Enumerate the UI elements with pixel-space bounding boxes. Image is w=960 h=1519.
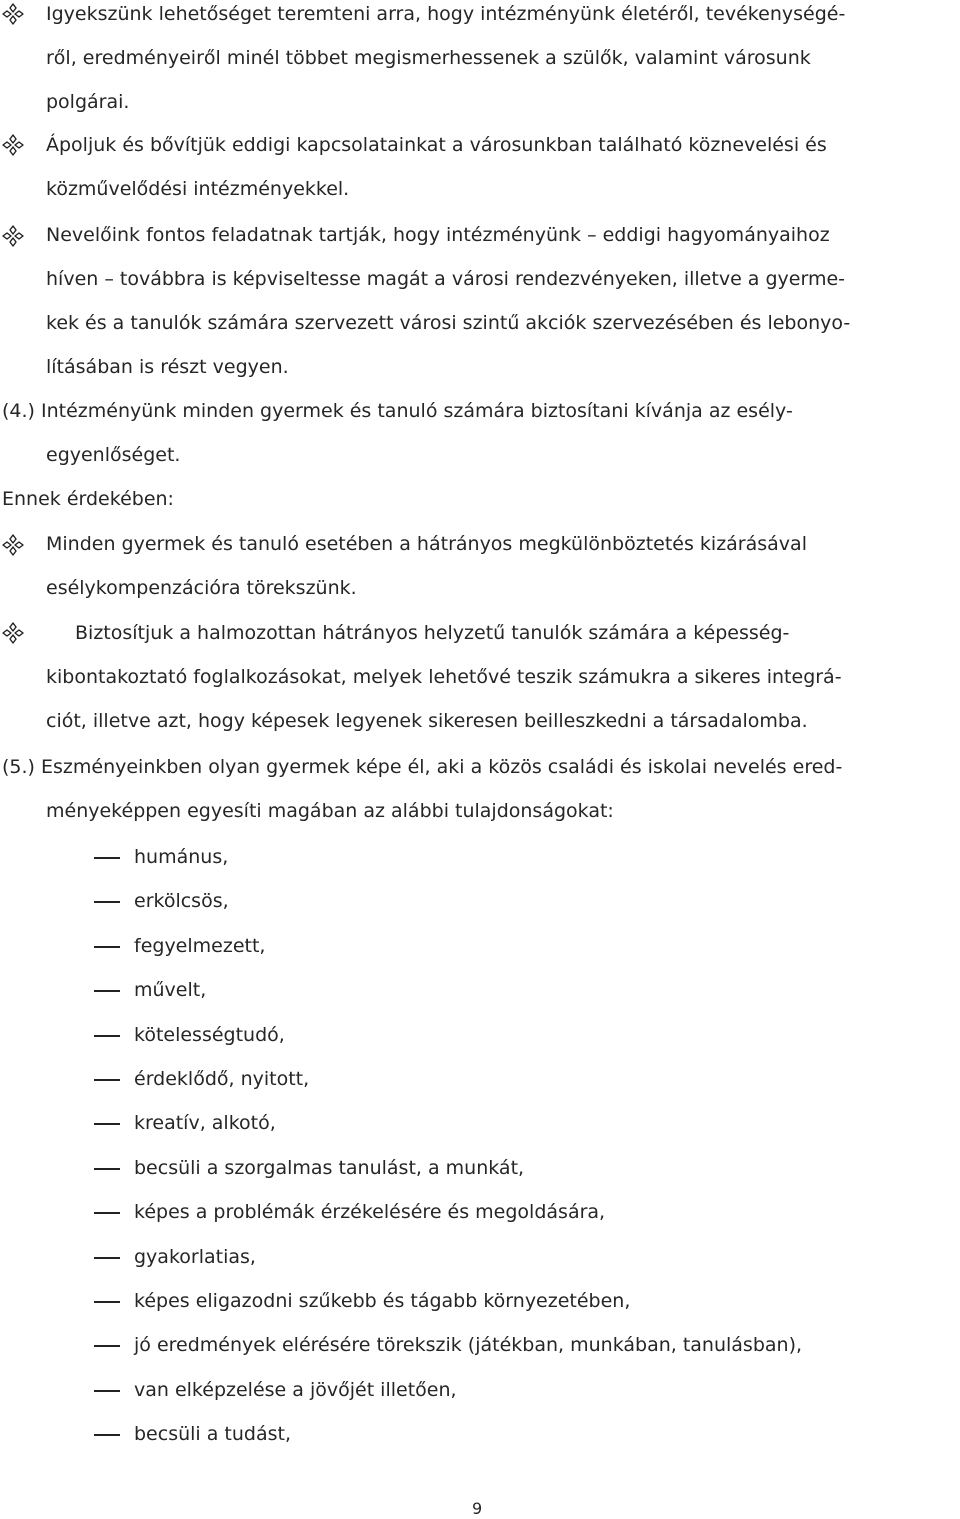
list-item: művelt, <box>134 979 207 1001</box>
paragraph-line: Ápoljuk és bővítjük eddigi kapcsolatainkat a városunkban található köznevelési és <box>46 134 827 156</box>
four-diamond-star-icon <box>2 3 24 25</box>
list-dash <box>94 1123 120 1125</box>
list-item: képes a problémák érzékelésére és megoldására, <box>134 1201 606 1223</box>
list-dash <box>94 946 120 948</box>
four-diamond-star-icon <box>2 134 24 156</box>
paragraph-line: ciót, illetve azt, hogy képesek legyenek sikeresen beilleszkedni a társadalomba. <box>46 710 808 732</box>
list-dash <box>94 857 120 859</box>
list-dash <box>94 1035 120 1037</box>
paragraph-line: Igyekszünk lehetőséget teremteni arra, hogy intézményünk életéről, tevékenységé- <box>46 3 846 25</box>
section-4-line: egyenlőséget. <box>46 444 181 466</box>
ennek-heading: Ennek érdekében: <box>2 488 174 510</box>
list-dash <box>94 1390 120 1392</box>
list-item: erkölcsös, <box>134 890 229 912</box>
list-dash <box>94 1301 120 1303</box>
list-item: jó eredmények elérésére törekszik (játékban, munkában, tanulásban), <box>134 1334 803 1356</box>
paragraph-line: Nevelőink fontos feladatnak tartják, hogy intézményünk – eddigi hagyományaihoz <box>46 224 830 246</box>
list-dash <box>94 990 120 992</box>
paragraph-line: kibontakoztató foglalkozásokat, melyek lehetővé teszik számukra a sikeres integrá- <box>46 666 842 688</box>
list-item: becsüli a tudást, <box>134 1423 292 1445</box>
list-item: humánus, <box>134 846 229 868</box>
list-dash <box>94 1434 120 1436</box>
list-item: fegyelmezett, <box>134 935 266 957</box>
list-dash <box>94 1212 120 1214</box>
paragraph-line: híven – továbbra is képviseltesse magát a városi rendezvényeken, illetve a gyerme- <box>46 268 846 290</box>
section-4-line: (4.) Intézményünk minden gyermek és tanuló számára biztosítani kívánja az esély- <box>2 400 793 422</box>
section-5-line: ményeképpen egyesíti magában az alábbi tulajdonságokat: <box>46 800 614 822</box>
paragraph-line: lításában is részt vegyen. <box>46 356 289 378</box>
paragraph-line: kek és a tanulók számára szervezett városi szintű akciók szervezésében és lebonyo- <box>46 312 851 334</box>
list-dash <box>94 1168 120 1170</box>
list-item: képes eligazodni szűkebb és tágabb környezetében, <box>134 1290 631 1312</box>
section-5-line: (5.) Eszményeinkben olyan gyermek képe él, aki a közös családi és iskolai nevelés ered- <box>2 756 843 778</box>
paragraph-line: ről, eredményeiről minél többet megismerhessenek a szülők, valamint városunk <box>46 47 811 69</box>
list-dash <box>94 1257 120 1259</box>
list-dash <box>94 1345 120 1347</box>
list-item: gyakorlatias, <box>134 1246 256 1268</box>
paragraph-line: polgárai. <box>46 91 130 113</box>
paragraph-line: Biztosítjuk a halmozottan hátrányos helyzetű tanulók számára a képesség- <box>75 622 790 644</box>
list-item: van elképzelése a jövőjét illetően, <box>134 1379 457 1401</box>
list-item: kötelességtudó, <box>134 1024 285 1046</box>
paragraph-line: Minden gyermek és tanuló esetében a hátrányos megkülönböztetés kizárásával <box>46 533 807 555</box>
list-dash <box>94 901 120 903</box>
list-item: kreatív, alkotó, <box>134 1112 276 1134</box>
four-diamond-star-icon <box>2 225 24 247</box>
paragraph-line: esélykompenzációra törekszünk. <box>46 577 357 599</box>
list-item: érdeklődő, nyitott, <box>134 1068 310 1090</box>
paragraph-line: közművelődési intézményekkel. <box>46 178 350 200</box>
four-diamond-star-icon <box>2 534 24 556</box>
list-dash <box>94 1079 120 1081</box>
list-item: becsüli a szorgalmas tanulást, a munkát, <box>134 1157 525 1179</box>
four-diamond-star-icon <box>2 622 24 644</box>
page-number: 9 <box>472 1499 483 1518</box>
